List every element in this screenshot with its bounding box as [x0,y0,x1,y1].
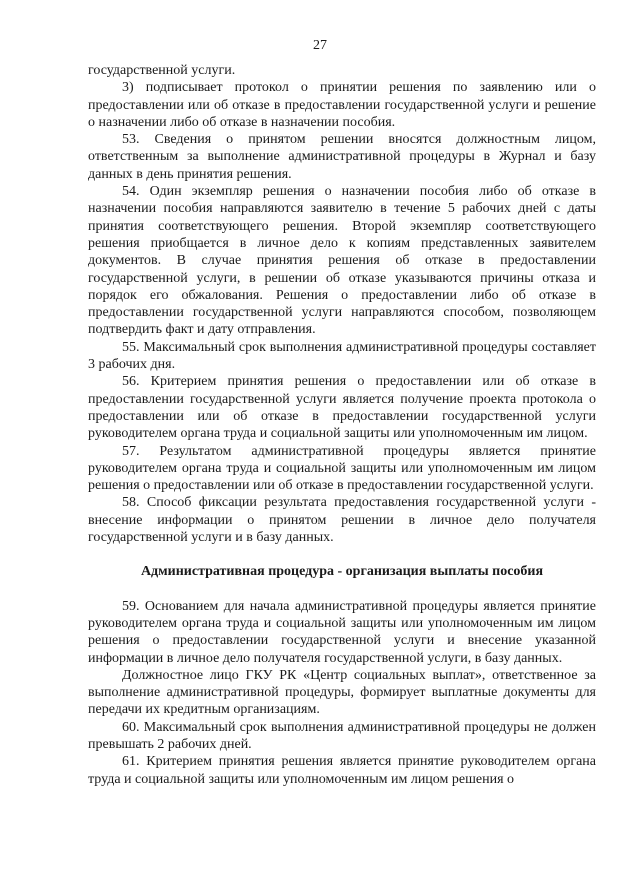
document-body [88,62,596,788]
paragraph-61: 61. Критерием принятия решения является принятие руководителем органа труда и социальной защиты или уполномоченным им лицом решения о [88,754,596,787]
paragraph-official: Должностное лицо ГКУ РК «Центр социальных выплат», ответственное за выполнение административной процедуры, формирует выплатные документы для передачи их кредитным организациям. [88,667,596,718]
paragraph-53: 53. Сведения о принятом решении вносятся должностным лицом, ответственным за выполнение административной процедуры в Журнал и базу данных в день принятия решения. [88,132,596,182]
paragraph-58: 58. Способ фиксации результата предоставления государственной услуги - внесение информации о принятом решении в личное дело получателя государственной услуги и в базу данных. [88,495,596,546]
page-number: 27 [313,38,327,53]
paragraph-54: 54. Один экземпляр решения о назначении пособия либо об отказе в назначении пособия направляются заявителю в течение 5 рабочих дней с даты принятия соответствующего решения. Второй экземпляр соответствующего решения приобщается в личное дело к копиям представленных заявителем документов. В случае принятия решения об отказе в предоставлении государственной услуги, в решении об отказе указываются причины отказа и порядок его обжалования. Решения о предоставлении либо об отказе в предоставлении государственной услуги направляются способом, позволяющем подтвердить факт и дату отправления. [88,184,596,338]
paragraph-57: 57. Результатом административной процедуры является принятие руководителем органа труда и социальной защиты или уполномоченным им лицом решения о предоставлении или об отказе в предоставлении государственной услуги. [88,443,596,494]
paragraph-59: 59. Основанием для начала административной процедуры является принятие руководителем органа труда и социальной защиты или уполномоченным им лицом решения о предоставлении государственной услуги и внесение указанной информации в личное дело получателя государственной услуги, в базу данных. [88,598,596,666]
paragraph-56: 56. Критерием принятия решения о предоставлении или об отказе в предоставлении государственной услуги является получение проекта протокола о предоставлении или об отказе в предоставлении государственной услуги руководителем органа труда и социальной защиты или уполномоченным им лицом. [88,374,596,442]
paragraph-60: 60. Максимальный срок выполнения административной процедуры не должен превышать 2 рабочих дней. [88,719,596,752]
paragraph-item-3: 3) подписывает протокол о принятии решения по заявлению или о предоставлении или об отказе в предоставлении государственной услуги и решение о назначении либо об отказе в назначении пособия. [88,80,596,130]
paragraph-continuation: государственной услуги. [88,63,236,78]
paragraph-55: 55. Максимальный срок выполнения административной процедуры составляет 3 рабочих дня. [88,339,596,373]
section-heading: Административная процедура - организация выплаты пособия [140,564,544,580]
